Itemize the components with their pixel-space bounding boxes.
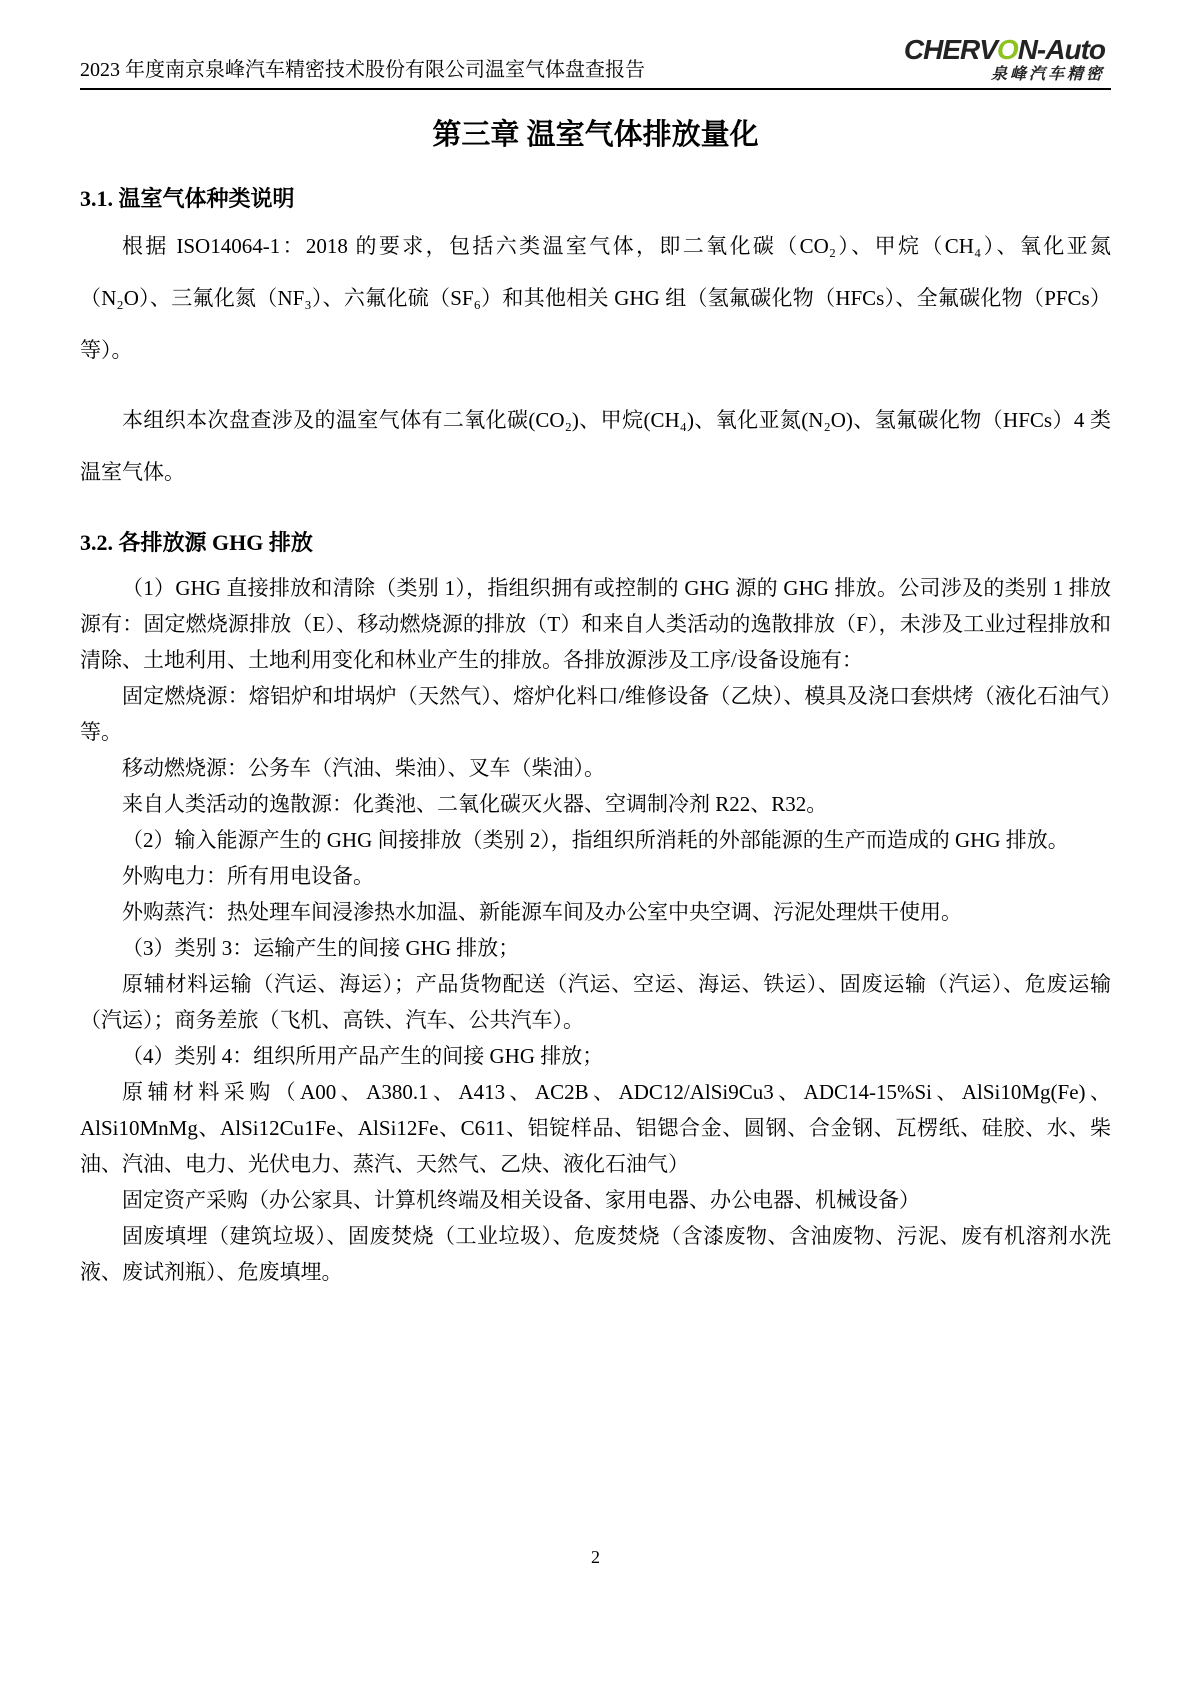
paragraph-fugitive-sources: 来自人类活动的逸散源：化粪池、二氧化碳灭火器、空调制冷剂 R22、R32。 — [122, 792, 828, 816]
logo-subtitle: 泉峰汽车精密 — [990, 66, 1105, 83]
paragraph-mobile-combustion: 移动燃烧源：公务车（汽油、柴油）、叉车（柴油）。 — [122, 756, 605, 780]
paragraph-category1: （1）GHG 直接排放和清除（类别 1），指组织拥有或控制的 GHG 源的 GHG 排放。公司涉及的类别 1 排放源有：固定燃烧源排放（E）、移动燃烧源的排放（T）和来自人类活动的逸散排放（F），未涉及工业过程排放和清除、土地利用、土地利用变化和林业产生的排放。各排放源涉及工序/设备设施有： — [80, 576, 1111, 672]
page-header — [80, 0, 1111, 90]
logo-text-pre: CHERV — [903, 34, 997, 65]
section-3-2-heading: 3.2. 各排放源 GHG 排放 — [80, 530, 313, 555]
section-3-1-heading: 3.1. 温室气体种类说明 — [80, 186, 295, 211]
paragraph-category2: （2）输入能源产生的 GHG 间接排放（类别 2），指组织所消耗的外部能源的生产而造成的 GHG 排放。 — [122, 828, 1069, 852]
paragraph-category3: （3）类别 3：运输产生的间接 GHG 排放； — [122, 936, 520, 960]
logo-o-ring-icon: O — [996, 34, 1018, 65]
paragraph-transport-detail: 原辅材料运输（汽运、海运）；产品货物配送（汽运、空运、海运、铁运）、固废运输（汽运）、危废运输（汽运）；商务差旅（飞机、高铁、汽车、公共汽车）。 — [80, 972, 1111, 1032]
paragraph-fixed-asset-purchase: 固定资产采购（办公家具、计算机终端及相关设备、家用电器、办公电器、机械设备） — [122, 1188, 920, 1212]
paragraph-category4: （4）类别 4：组织所用产品产生的间接 GHG 排放； — [122, 1044, 604, 1068]
section-3-2-body — [80, 570, 1111, 1290]
paragraph-ghg-covered: 本组织本次盘查涉及的温室气体有二氧化碳(CO₂)、甲烷(CH₄)、氧化亚氮(N₂O)、氢氟碳化物（HFCs）4 类温室气体。 — [80, 408, 1111, 484]
paragraph-purchased-steam: 外购蒸汽：热处理车间浸渗热水加温、新能源车间及办公室中央空调、污泥处理烘干使用。 — [122, 900, 962, 924]
chervon-auto-logo — [904, 36, 1111, 83]
paragraph-purchased-electricity: 外购电力：所有用电设备。 — [122, 864, 374, 888]
page-number: 2 — [591, 1547, 600, 1567]
chapter-title: 第三章 温室气体排放量化 — [432, 119, 759, 151]
report-header-title: 2023 年度南京泉峰汽车精密技术股份有限公司温室气体盘查报告 — [80, 59, 645, 81]
logo-wordmark — [904, 36, 1105, 64]
logo-text-post: N-Auto — [1017, 34, 1105, 65]
paragraph-waste-disposal: 固废填埋（建筑垃圾）、固废焚烧（工业垃圾）、危废焚烧（含漆废物、含油废物、污泥、废有机溶剂水洗液、废试剂瓶）、危废填埋。 — [80, 1224, 1111, 1284]
paragraph-ghg-types: 根据 ISO14064-1：2018 的要求，包括六类温室气体，即二氧化碳（CO₂）、甲烷（CH₄）、氧化亚氮（N₂O）、三氟化氮（NF₃）、六氟化硫（SF₆）和其他相关 GHG 组（氢氟碳化物（HFCs）、全氟碳化物（PFCs）等）。 — [80, 234, 1111, 362]
paragraph-raw-material-purchase: 原辅材料采购（A00、A380.1、A413、AC2B、ADC12/AlSi9Cu3、ADC14-15%Si、AlSi10Mg(Fe)、AlSi10MnMg、AlSi12Cu1Fe、AlSi12Fe、C611、铝锭样品、铝锶合金、圆钢、合金钢、瓦楞纸、硅胶、水、柴油、汽油、电力、光伏电力、蒸汽、天然气、乙炔、液化石油气） — [80, 1080, 1111, 1176]
paragraph-stationary-combustion: 固定燃烧源：熔铝炉和坩埚炉（天然气）、熔炉化料口/维修设备（乙炔）、模具及浇口套烘烤（液化石油气）等。 — [80, 684, 1111, 744]
section-3-1-body — [80, 220, 1111, 498]
